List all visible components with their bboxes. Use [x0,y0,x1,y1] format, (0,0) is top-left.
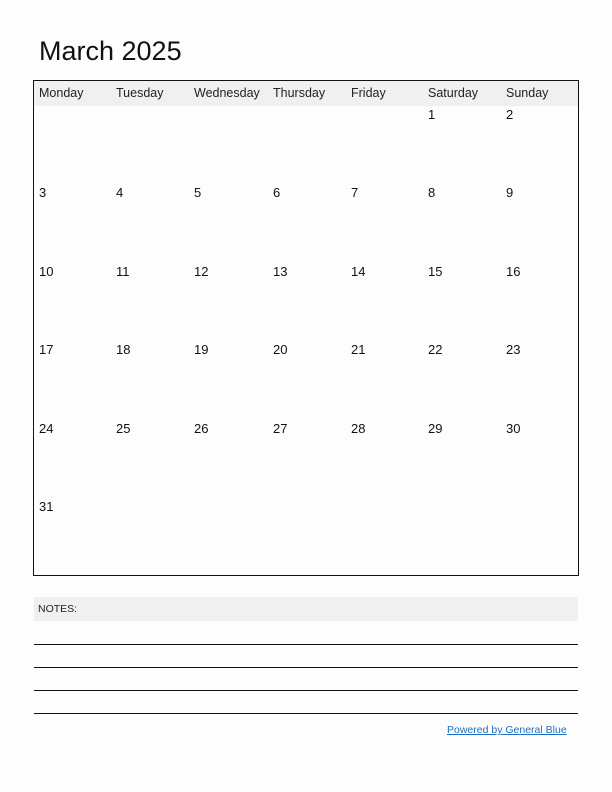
day-cell: 1 [428,107,436,122]
notes-label: NOTES: [38,603,78,615]
day-cell: 10 [39,264,54,279]
weekday-friday: Friday [351,86,386,100]
weekday-tuesday: Tuesday [116,86,164,100]
notes-line [34,690,578,691]
day-cell: 13 [273,264,288,279]
day-cell: 11 [116,264,130,279]
day-cell: 19 [194,342,209,357]
weekday-monday: Monday [39,86,84,100]
notes-line [34,667,578,668]
day-cell: 25 [116,421,131,436]
page-title: March 2025 [39,36,182,66]
day-cell: 6 [273,185,281,200]
day-cell: 30 [506,421,521,436]
day-cell: 2 [506,107,514,122]
day-cell: 28 [351,421,366,436]
day-cell: 3 [39,185,47,200]
notes-header [34,597,578,621]
day-cell: 15 [428,264,443,279]
day-cell: 27 [273,421,288,436]
weekday-saturday: Saturday [428,86,479,100]
notes-line [34,713,578,714]
day-cell: 18 [116,342,131,357]
weekday-header-row [34,81,578,106]
day-cell: 12 [194,264,209,279]
day-cell: 17 [39,342,54,357]
day-cell: 16 [506,264,521,279]
day-cell: 14 [351,264,366,279]
day-cell: 24 [39,421,54,436]
day-cell: 21 [351,342,366,357]
day-cell: 5 [194,185,202,200]
day-cell: 7 [351,185,359,200]
day-cell: 31 [39,499,54,514]
day-cell: 22 [428,342,443,357]
day-cell: 8 [428,185,436,200]
day-cell: 20 [273,342,288,357]
weekday-sunday: Sunday [506,86,549,100]
day-cell: 9 [506,185,514,200]
powered-by-link[interactable]: Powered by General Blue [447,724,567,736]
calendar-grid [33,80,579,576]
day-cell: 26 [194,421,209,436]
day-cell: 4 [116,185,124,200]
notes-line [34,644,578,645]
day-cell: 23 [506,342,521,357]
weekday-thursday: Thursday [273,86,326,100]
weekday-wednesday: Wednesday [194,86,260,100]
day-cell: 29 [428,421,443,436]
